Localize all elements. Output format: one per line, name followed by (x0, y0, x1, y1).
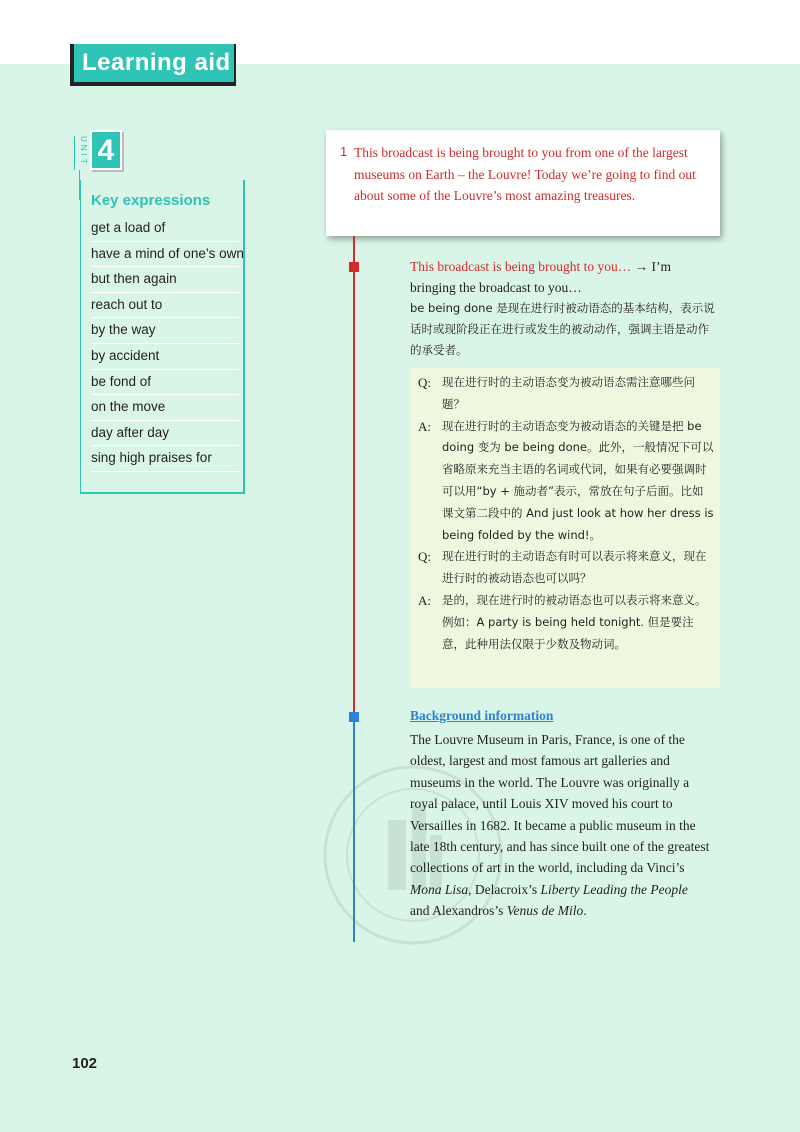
note-explanation: be being done 是现在进行时被动语态的基本结构，表示说话时或现阶段正在进行或发生的被动动作，强调主语是动作的承受者。 (410, 301, 715, 357)
key-expression-item: be fond of (91, 370, 239, 396)
qa-text: 现在进行时的主动语态变为被动语态需注意哪些问题？ (442, 375, 695, 411)
grammar-note (410, 256, 720, 361)
key-expression-item: day after day (91, 421, 239, 447)
red-square-marker (349, 262, 359, 272)
artwork-title: Venus de Milo (506, 903, 584, 919)
key-expressions-title: Key expressions (91, 192, 211, 209)
timeline-red (353, 236, 355, 712)
page-number: 102 (72, 1055, 98, 1072)
note-quote: This broadcast is being brought to you… (410, 259, 632, 274)
note-rewrite: I’m bringing the broadcast to you… (410, 259, 671, 295)
key-expression-item: by accident (91, 344, 239, 370)
qa-item (418, 590, 714, 655)
qa-tag: A: (418, 418, 431, 434)
qa-text: 现在进行时的主动语态变为被动语态的关键是把 be doing 变为 be being done。此外，一般情况下可以省略原来充当主语的名词或代词，如果有必要强调时可以用“by + 施动者”表示，常放在句子后面。比如课文第二段中的 And just look at how her dress is being folded by the wind!。 (442, 418, 714, 542)
qa-text: 现在进行时的主动语态有时可以表示将来意义，现在进行时的被动语态也可以吗？ (442, 549, 707, 586)
unit-label-text: UNIT (79, 136, 88, 167)
blue-square-marker (349, 712, 359, 722)
header-title: Learning aid (74, 44, 234, 82)
key-expression-item: but then again (91, 267, 239, 293)
key-expressions-list (91, 216, 244, 472)
unit-number: 4 (90, 130, 122, 170)
background-info-title: Background information (410, 708, 554, 723)
background-text: , Delacroix’s (468, 881, 541, 897)
qa-box (410, 368, 720, 688)
key-expression-item: get a load of (91, 216, 239, 242)
qa-tag: Q: (418, 549, 431, 565)
unit-label (74, 136, 88, 170)
quote-text: This broadcast is being brought to you from one of the largest museums on Earth – the Louvre! Today we’re going to find out about some of the Louvre’s most amazing treasures. (354, 145, 696, 203)
key-expressions-panel (80, 180, 245, 494)
qa-item (418, 416, 714, 547)
artwork-title: Liberty Leading the People (540, 881, 688, 897)
quote-box (326, 130, 720, 236)
qa-item (418, 546, 714, 590)
background-info-body (410, 729, 710, 922)
header-tab (70, 44, 236, 86)
qa-tag: A: (418, 592, 431, 608)
key-expression-item: have a mind of one’s own (91, 242, 239, 268)
key-expression-item: reach out to (91, 293, 239, 319)
arrow-icon: → (634, 259, 649, 274)
artwork-title: Mona Lisa (410, 881, 469, 897)
background-text: . (583, 903, 587, 919)
key-expression-item: by the way (91, 318, 239, 344)
key-expression-item: on the move (91, 395, 239, 421)
background-text: The Louvre Museum in Paris, France, is one of the oldest, largest and most famous art galleries and museums in the world. The Louvre was originally a royal palace, until Louis XIV moved his court to Versailles in 1682. It became a public museum in the late 18th century, and has since built one of the greatest collections of art in the world, including da Vinci’s (410, 732, 710, 876)
qa-tag: Q: (418, 375, 431, 390)
qa-list (418, 372, 714, 655)
qa-item (418, 372, 714, 416)
key-expression-item: sing high praises for (91, 446, 239, 472)
background-text: and Alexandros’s (410, 903, 507, 919)
qa-text: 是的，现在进行时的被动语态也可以表示将来意义。例如：A party is being held tonight. 但是要注意，此种用法仅限于少数及物动词。 (442, 592, 707, 651)
quote-number: 1 (340, 144, 348, 159)
